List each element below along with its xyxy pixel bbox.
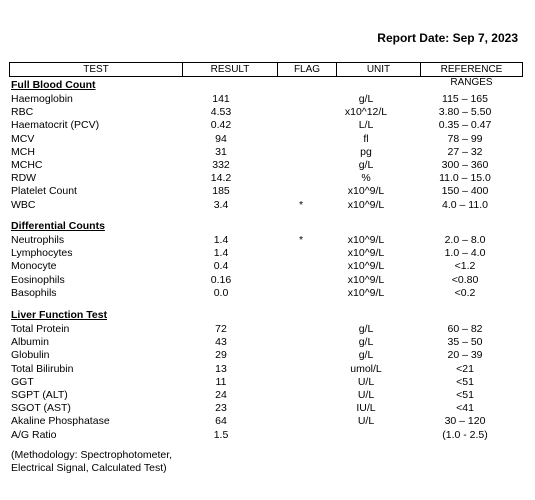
test-name: WBC <box>11 198 36 211</box>
header-result: RESULT <box>183 63 278 76</box>
test-name: Monocyte <box>11 260 57 273</box>
test-name: Globulin <box>11 349 50 362</box>
table-row: Haemoglobin 141 g/L 115 – 165 <box>11 93 488 105</box>
test-name: Basophils <box>11 286 57 299</box>
test-name: SGPT (ALT) <box>11 389 68 401</box>
test-name: Albumin <box>11 336 49 349</box>
table-row: RDW 14.2 % 11.0 – 15.0 <box>11 172 491 185</box>
report-date: Report Date: Sep 7, 2023 <box>377 31 518 45</box>
test-name: MCV <box>11 132 35 145</box>
header-test: TEST <box>10 63 183 76</box>
table-row: MCHC 332 g/L 300 – 360 <box>11 159 489 171</box>
section-title: Full Blood Count <box>11 79 96 91</box>
table-row: Eosinophils 0.16 x10^9/L <0.80 <box>11 273 479 286</box>
test-name: MCH <box>11 145 35 158</box>
test-name: SGOT (AST) <box>11 402 71 415</box>
header-flag: FLAG <box>278 63 337 76</box>
test-name: Neutrophils <box>11 234 65 246</box>
test-name: Platelet Count <box>11 185 77 198</box>
table-row: GGT 11 U/L <51 <box>11 375 474 388</box>
table-row: Monocyte 0.4 x10^9/L <1.2 <box>11 260 476 273</box>
section-title: Differential Counts <box>11 220 105 232</box>
table-row: Akaline Phosphatase 64 U/L 30 – 120 <box>11 415 486 428</box>
table-row: Lymphocytes 1.4 x10^9/L 1.0 – 4.0 <box>11 247 486 260</box>
table-row: Globulin 29 g/L 20 – 39 <box>11 349 483 362</box>
table-row: SGOT (AST) 23 IU/L <41 <box>11 402 474 415</box>
table-row: Basophils 0.0 x10^9/L <0.2 <box>11 286 476 299</box>
table-row: Total Bilirubin 13 umol/L <21 <box>11 362 474 375</box>
test-name: Haemoglobin <box>11 93 73 105</box>
test-name: A/G Ratio <box>11 428 57 441</box>
table-row: RBC 4.53 x10^12/L 3.80 – 5.50 <box>11 106 492 119</box>
table-row: Total Protein 72 g/L 60 – 82 <box>11 323 483 335</box>
table-row: A/G Ratio 1.5 (1.0 - 2.5) <box>11 428 488 441</box>
test-name: Akaline Phosphatase <box>11 415 110 428</box>
table-row: Neutrophils 1.4 * x10^9/L 2.0 – 8.0 <box>11 234 486 246</box>
header-unit: UNIT <box>337 63 421 76</box>
methodology-line: Electrical Signal, Calculated Test) <box>11 462 167 474</box>
table-row: MCH 31 pg 27 – 32 <box>11 145 483 158</box>
table-row: WBC 3.4 * x10^9/L 4.0 – 11.0 <box>11 198 488 211</box>
test-name: Haematocrit (PCV) <box>11 119 100 132</box>
table-row: MCV 94 fl 78 – 99 <box>11 132 483 145</box>
test-name: Total Bilirubin <box>11 362 74 375</box>
test-name: Total Protein <box>11 323 70 335</box>
methodology-note <box>11 449 172 475</box>
section-title: Liver Function Test <box>11 309 108 321</box>
table-row: Platelet Count 185 x10^9/L 150 – 400 <box>11 185 489 198</box>
header-reference-ranges: REFERENCE RANGES <box>440 64 503 88</box>
test-name: RDW <box>11 172 37 185</box>
test-name: GGT <box>11 375 34 388</box>
test-name: Eosinophils <box>11 273 65 286</box>
table-row: SGPT (ALT) 24 U/L <51 <box>11 389 474 401</box>
table-row: Haematocrit (PCV) 0.42 L/L 0.35 – 0.47 <box>11 119 492 132</box>
test-name: RBC <box>11 106 34 119</box>
test-name: MCHC <box>11 159 43 171</box>
test-name: Lymphocytes <box>11 247 73 260</box>
table-row: Albumin 43 g/L 35 – 50 <box>11 336 483 349</box>
methodology-line: (Methodology: Spectrophotometer, <box>11 449 173 461</box>
